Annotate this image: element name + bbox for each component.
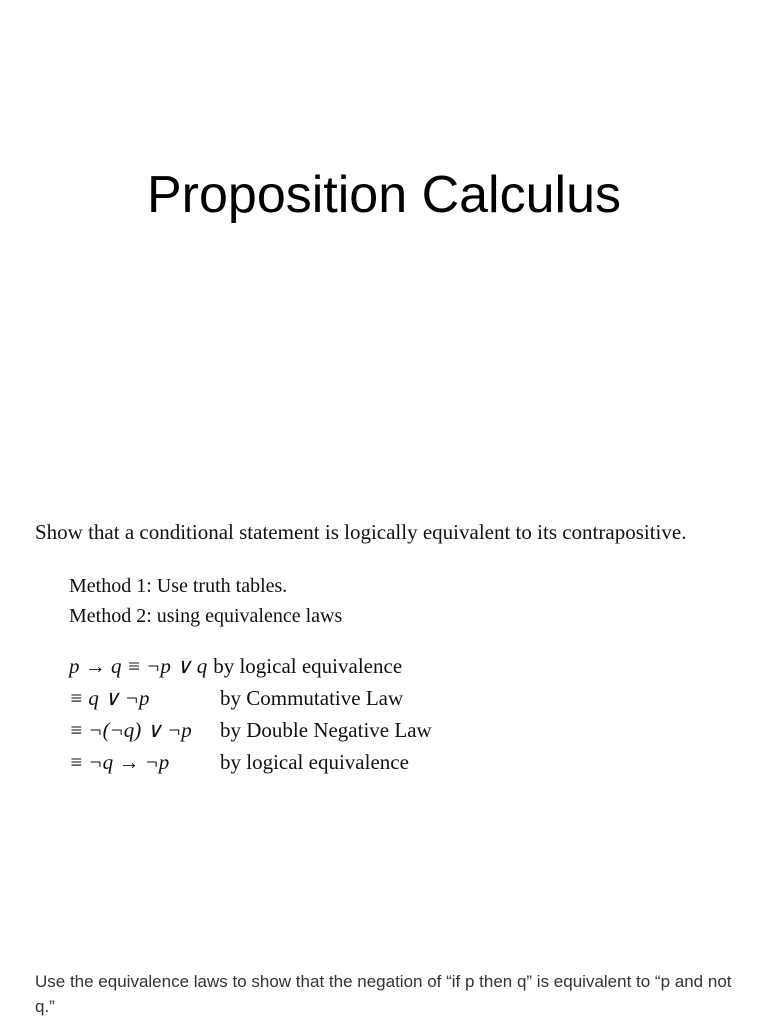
methods-list [35,571,755,631]
derivation-reason: by logical equivalence [213,654,403,678]
derivation-expression: p → q ≡ ¬p ∨ q [69,654,208,678]
derivation-expression: ≡ ¬(¬q) ∨ ¬p [69,718,192,742]
derivation-step [69,718,755,750]
exercise-text: Use the equivalence laws to show that the negation of “if p then q” is equivalent to “p and not q.” [35,972,732,1016]
derivation-expression: ≡ q ∨ ¬p [69,686,150,710]
derivation-step [69,750,755,782]
derivation-steps [35,654,755,782]
method-2: Method 2: using equivalence laws [69,605,343,627]
derivation-expression: ≡ ¬q → ¬p [69,750,170,774]
derivation-step [69,654,755,686]
slide-title: Proposition Calculus [146,166,622,224]
derivation-reason: by Commutative Law [220,686,404,710]
problem-statement: Show that a conditional statement is logically equivalent to its contrapositive. [35,520,687,544]
derivation-reason: by logical equivalence [220,750,409,774]
document-body [35,518,755,782]
derivation-step [69,686,755,718]
method-1: Method 1: Use truth tables. [69,575,288,597]
derivation-reason: by Double Negative Law [220,718,432,742]
